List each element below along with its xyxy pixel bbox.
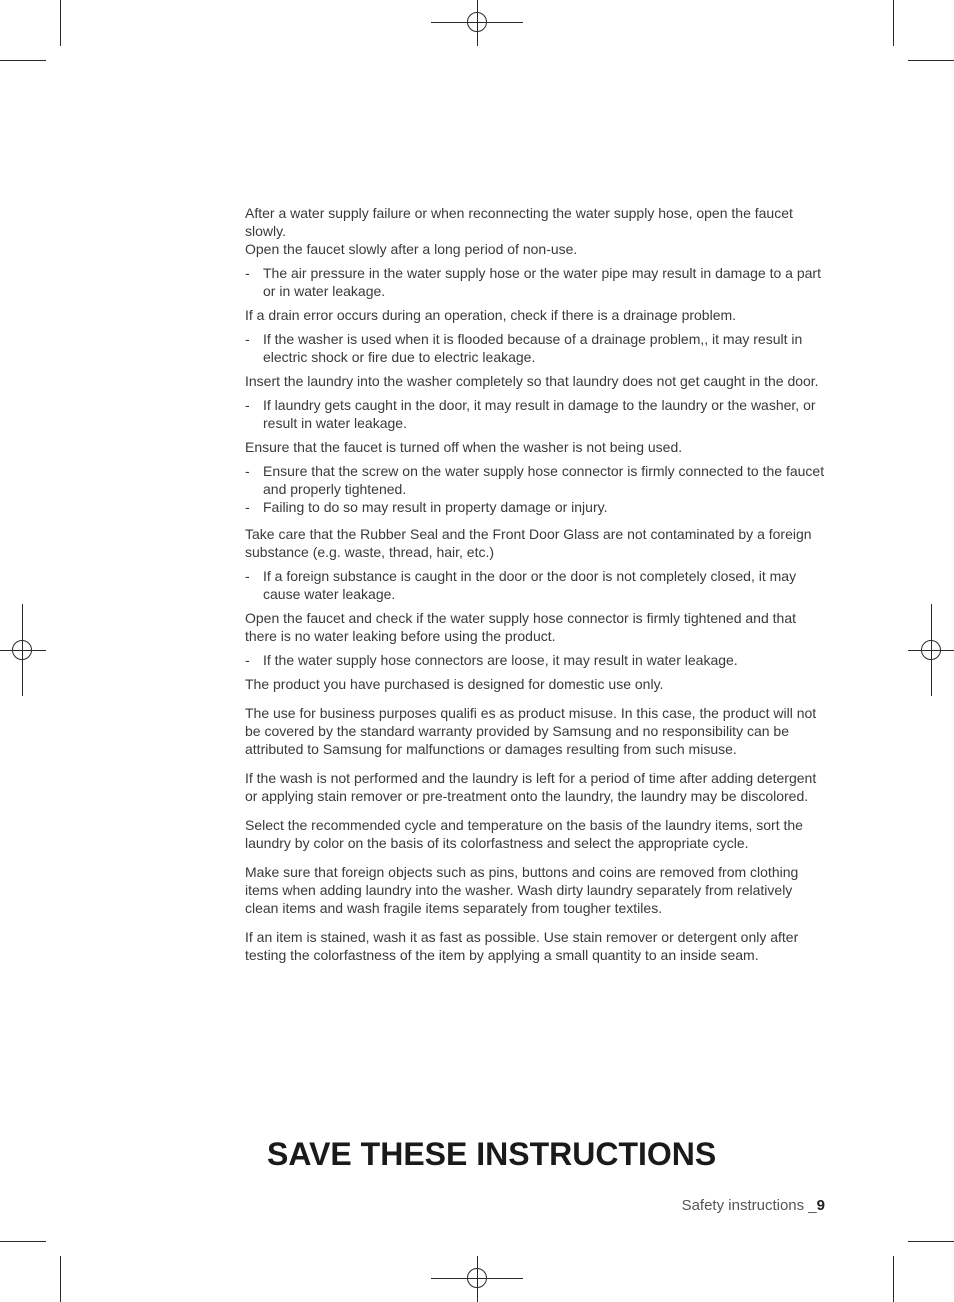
- crop-mark: [893, 0, 894, 46]
- bullet-item: - Ensure that the screw on the water supply hose connector is firmly connected to the faucet and properly tightened.: [245, 463, 825, 497]
- crop-mark: [60, 1256, 61, 1302]
- bullet-item: - If laundry gets caught in the door, it may result in damage to the laundry or the washer, or result in water leakage.: [245, 397, 816, 431]
- crop-mark: [908, 60, 954, 61]
- crop-mark: [0, 60, 46, 61]
- bullet-item: - If the water supply hose connectors are loose, it may result in water leakage.: [245, 652, 738, 668]
- paragraph: After a water supply failure or when reconnecting the water supply hose, open the faucet slowly.: [245, 205, 793, 239]
- paragraph: Open the faucet slowly after a long period of non-use.: [245, 241, 578, 257]
- save-instructions-heading: SAVE THESE INSTRUCTIONS: [267, 1136, 717, 1172]
- paragraph: Select the recommended cycle and temperature on the basis of the laundry items, sort the laundry by color on the basis of its colorfastness and select the appropriate cycle.: [245, 817, 803, 851]
- paragraph: If the wash is not performed and the laundry is left for a period of time after adding detergent or applying stain remover or pre-treatment onto the laundry, the laundry may be discolored.: [245, 770, 817, 804]
- paragraph: Open the faucet and check if the water supply hose connector is firmly tightened and that there is no water leaking before using the product.: [245, 610, 796, 644]
- paragraph: Ensure that the faucet is turned off when the washer is not being used.: [245, 439, 683, 455]
- paragraph: If a drain error occurs during an operation, check if there is a drainage problem.: [245, 307, 737, 323]
- registration-circle: [467, 1268, 487, 1288]
- crop-mark: [893, 1256, 894, 1302]
- footer-section-label: Safety instructions _: [681, 1197, 817, 1214]
- bullet-item: - If a foreign substance is caught in the door or the door is not completely closed, it may cause water leakage.: [245, 568, 797, 602]
- page-footer: [682, 1197, 825, 1214]
- paragraph: Take care that the Rubber Seal and the Front Door Glass are not contaminated by a foreign substance (e.g. waste, thread, hair, etc.): [245, 526, 812, 560]
- crop-mark: [908, 1241, 954, 1242]
- crop-mark: [0, 1241, 46, 1242]
- safety-instructions-body: [245, 204, 825, 975]
- registration-circle: [12, 640, 32, 660]
- registration-circle: [921, 640, 941, 660]
- paragraph: If an item is stained, wash it as fast as possible. Use stain remover or detergent only after testing the colorfastness of the item by applying a small quantity to an inside seam.: [245, 929, 799, 963]
- bullet-item: - If the washer is used when it is flooded because of a drainage problem,, it may result in electric shock or fire due to electric leakage.: [245, 331, 803, 365]
- bullet-item: - Failing to do so may result in property damage or injury.: [245, 499, 608, 515]
- crop-mark: [60, 0, 61, 46]
- page-number: 9: [816, 1197, 825, 1214]
- paragraph: The product you have purchased is designed for domestic use only.: [245, 676, 664, 692]
- paragraph: The use for business purposes qualifi es as product misuse. In this case, the product will not be covered by the standard warranty provided by Samsung and no responsibility can be attributed to Samsung for malfunctions or damages resulting from such misuse.: [245, 705, 817, 757]
- bullet-item: - The air pressure in the water supply hose or the water pipe may result in damage to a part or in water leakage.: [245, 265, 821, 299]
- paragraph: Insert the laundry into the washer completely so that laundry does not get caught in the door.: [245, 373, 819, 389]
- paragraph: Make sure that foreign objects such as pins, buttons and coins are removed from clothing items when adding laundry into the washer. Wash dirty laundry separately from relatively clean items and wash fragile items separately from tougher textiles.: [245, 864, 799, 916]
- registration-circle: [467, 12, 487, 32]
